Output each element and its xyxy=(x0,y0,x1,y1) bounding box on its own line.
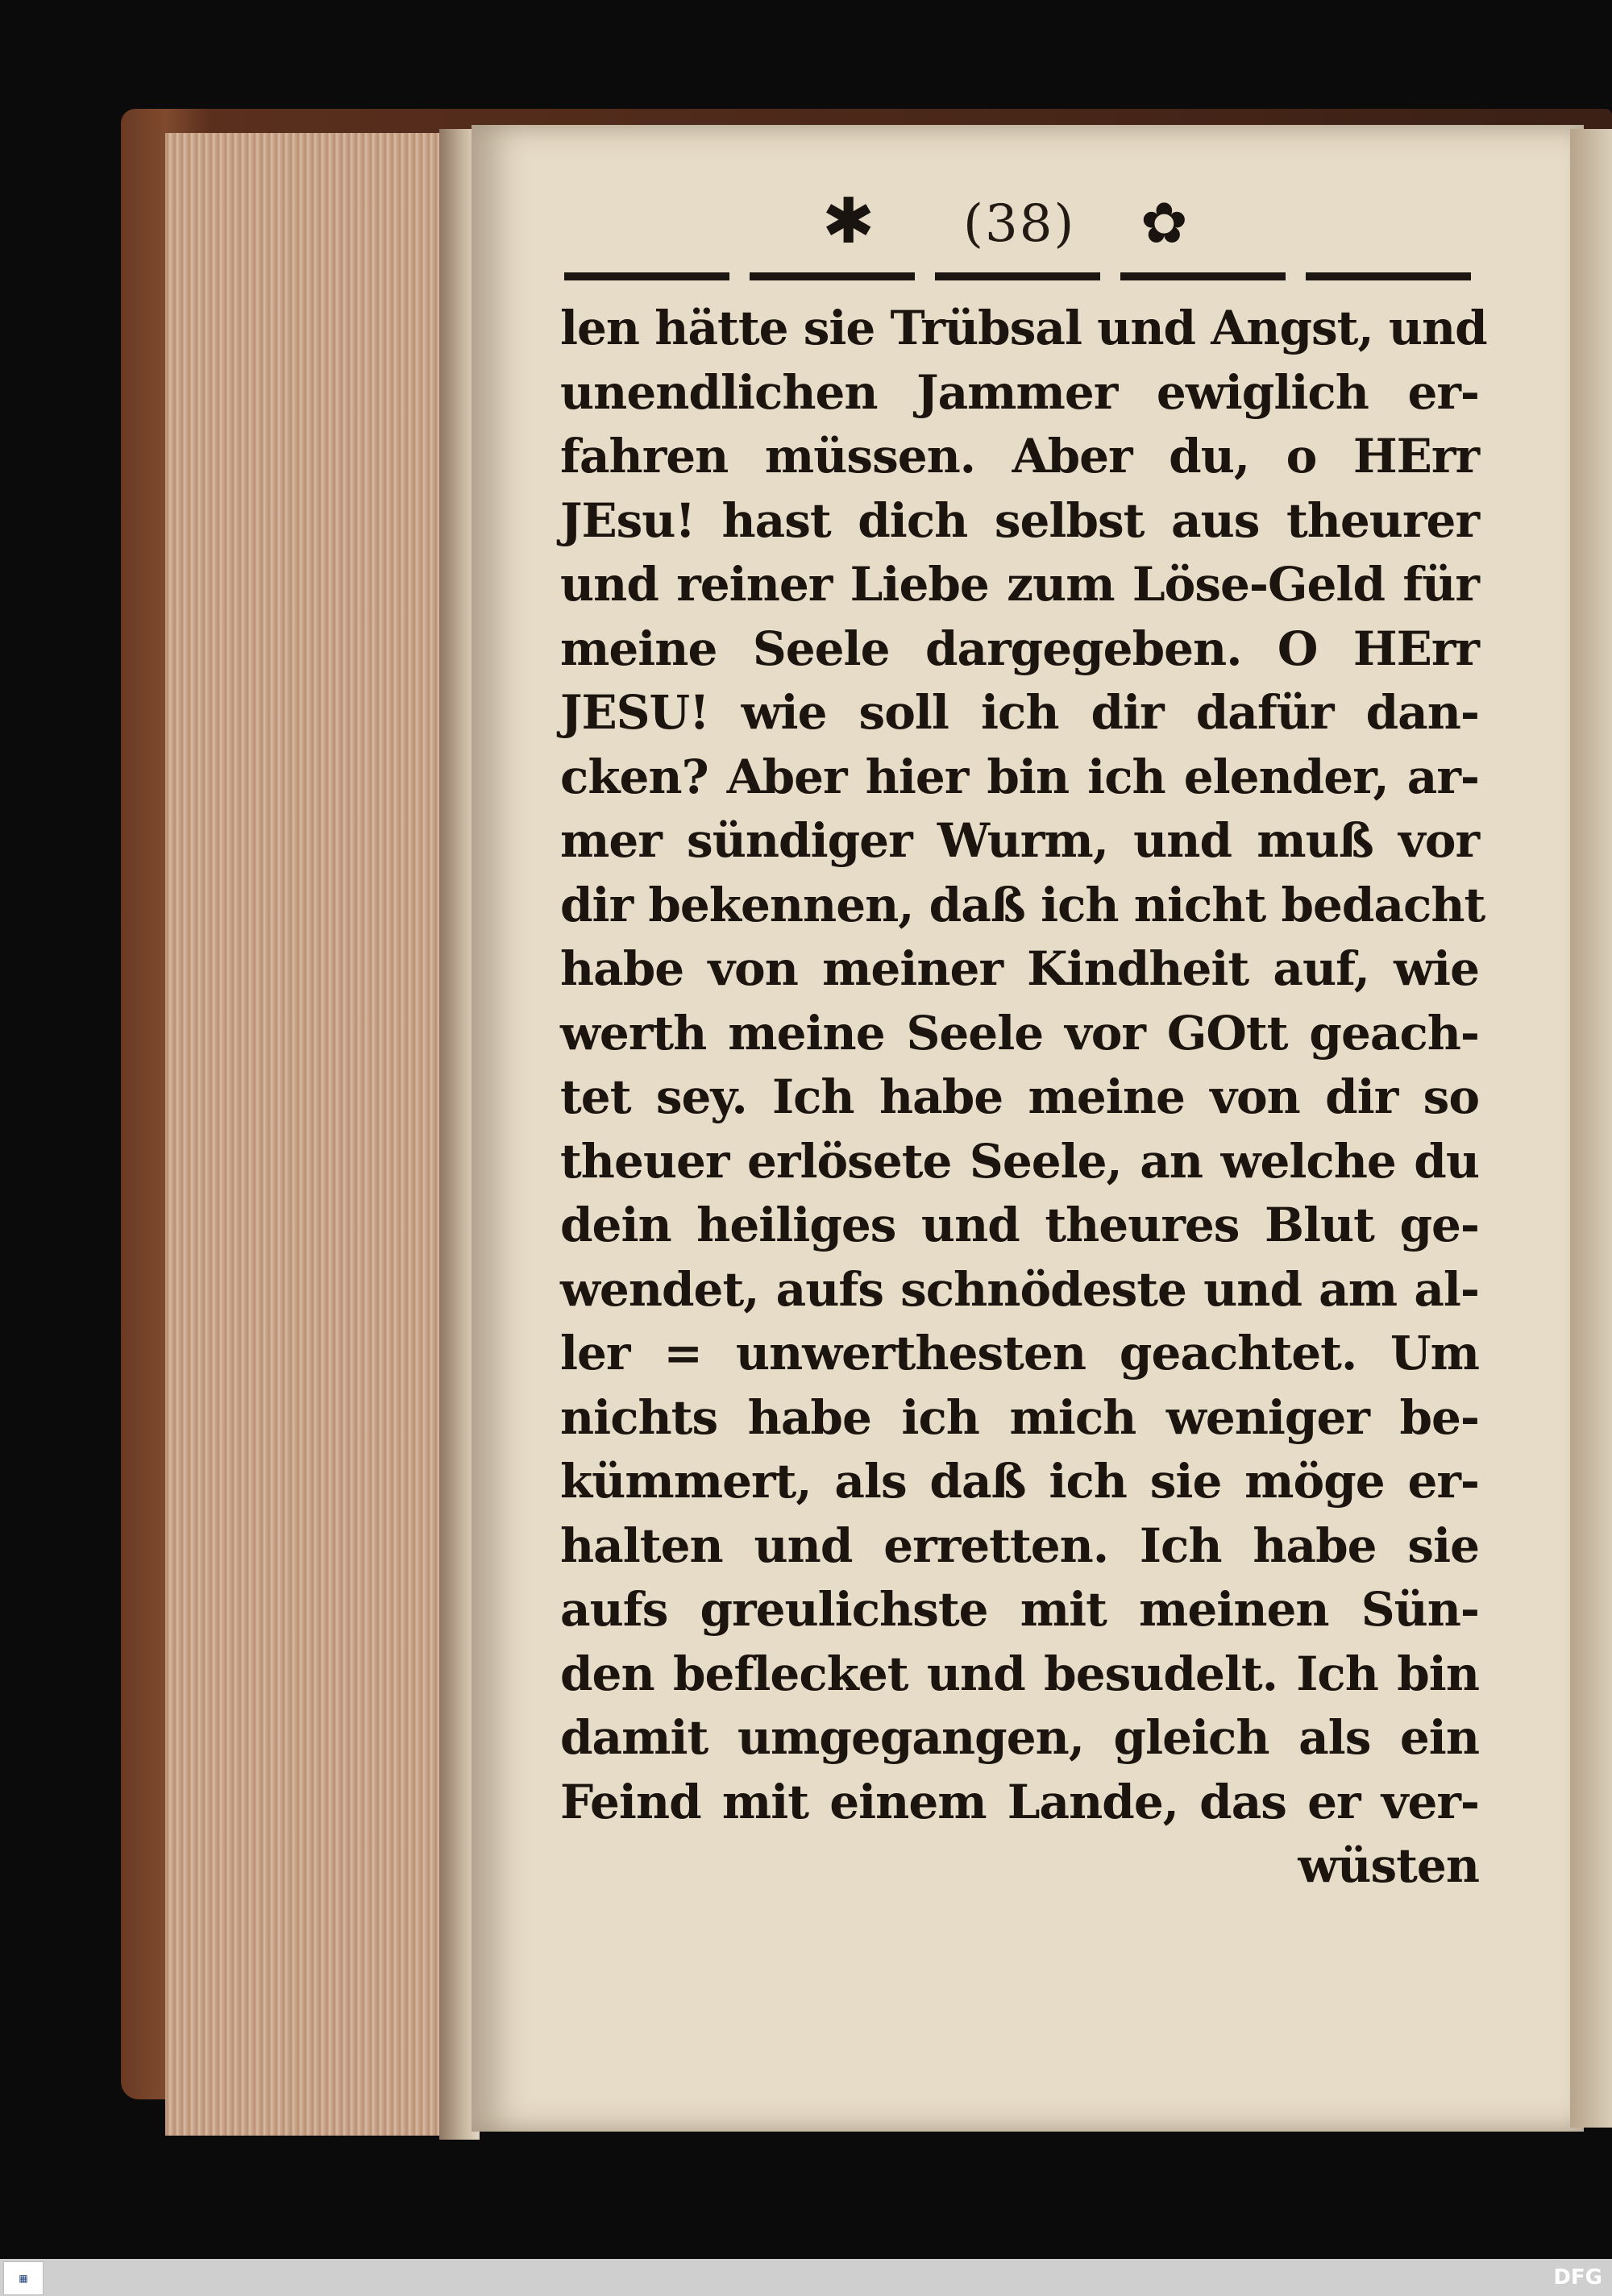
text-line: und reiner Liebe zum Löse-Geld für xyxy=(560,557,1479,612)
page-number: (38) xyxy=(963,194,1076,254)
text-line: tet sey. Ich habe meine von dir so xyxy=(560,1069,1479,1124)
text-line: den beflecket und besudelt. Ich bin xyxy=(560,1646,1479,1701)
text-line: damit umgegangen, gleich als ein xyxy=(560,1710,1479,1765)
text-line: JEsu! hast dich selbst aus theurer xyxy=(560,492,1479,548)
text-line: unendlichen Jammer ewiglich er- xyxy=(560,364,1479,420)
header-rule xyxy=(564,272,1475,280)
text-line: theuer erlösete Seele, an welche du xyxy=(560,1133,1479,1189)
asterisk-ornament-icon: ✱ xyxy=(822,185,875,258)
flower-ornament-icon: ✿ xyxy=(1140,190,1188,256)
text-line: aufs greulichste mit meinen Sün- xyxy=(560,1582,1479,1637)
page-block-edges xyxy=(165,133,458,2136)
catchword: wüsten xyxy=(1298,1838,1479,1893)
text-line: Feind mit einem Lande, das er ver- xyxy=(560,1774,1479,1829)
library-logo-icon: ▦ xyxy=(3,2261,44,2295)
text-line: mer sündiger Wurm, und muß vor xyxy=(560,813,1479,868)
text-line: dein heiliges und theures Blut ge- xyxy=(560,1198,1479,1252)
text-line: JESU! wie soll ich dir dafür dan- xyxy=(560,685,1479,740)
text-line: meine Seele dargegeben. O HErr xyxy=(560,621,1479,676)
facing-page-edge xyxy=(1570,129,1612,2128)
text-line: nichts habe ich mich weniger be- xyxy=(560,1389,1479,1445)
dfg-logo: DFG xyxy=(1553,2265,1602,2290)
body-text xyxy=(560,297,1487,1899)
text-line: halten und erretten. Ich habe sie xyxy=(560,1518,1479,1573)
text-line: cken? Aber hier bin ich elender, ar- xyxy=(560,749,1479,804)
text-line: fahren müssen. Aber du, o HErr xyxy=(560,429,1479,484)
text-line: habe von meiner Kindheit auf, wie xyxy=(560,941,1479,996)
viewer-footer-bar xyxy=(0,2259,1612,2296)
text-line: wendet, aufs schnödeste und am al- xyxy=(560,1261,1479,1317)
text-line: len hätte sie Trübsal und Angst, und xyxy=(560,301,1487,355)
text-line: werth meine Seele vor GOtt geach- xyxy=(560,1005,1479,1061)
text-line: kümmert, als daß ich sie möge er- xyxy=(560,1454,1479,1509)
text-line: dir bekennen, daß ich nicht bedacht xyxy=(560,877,1485,932)
page-header xyxy=(806,185,1225,258)
text-line: ler = unwerthesten geachtet. Um xyxy=(560,1326,1479,1381)
